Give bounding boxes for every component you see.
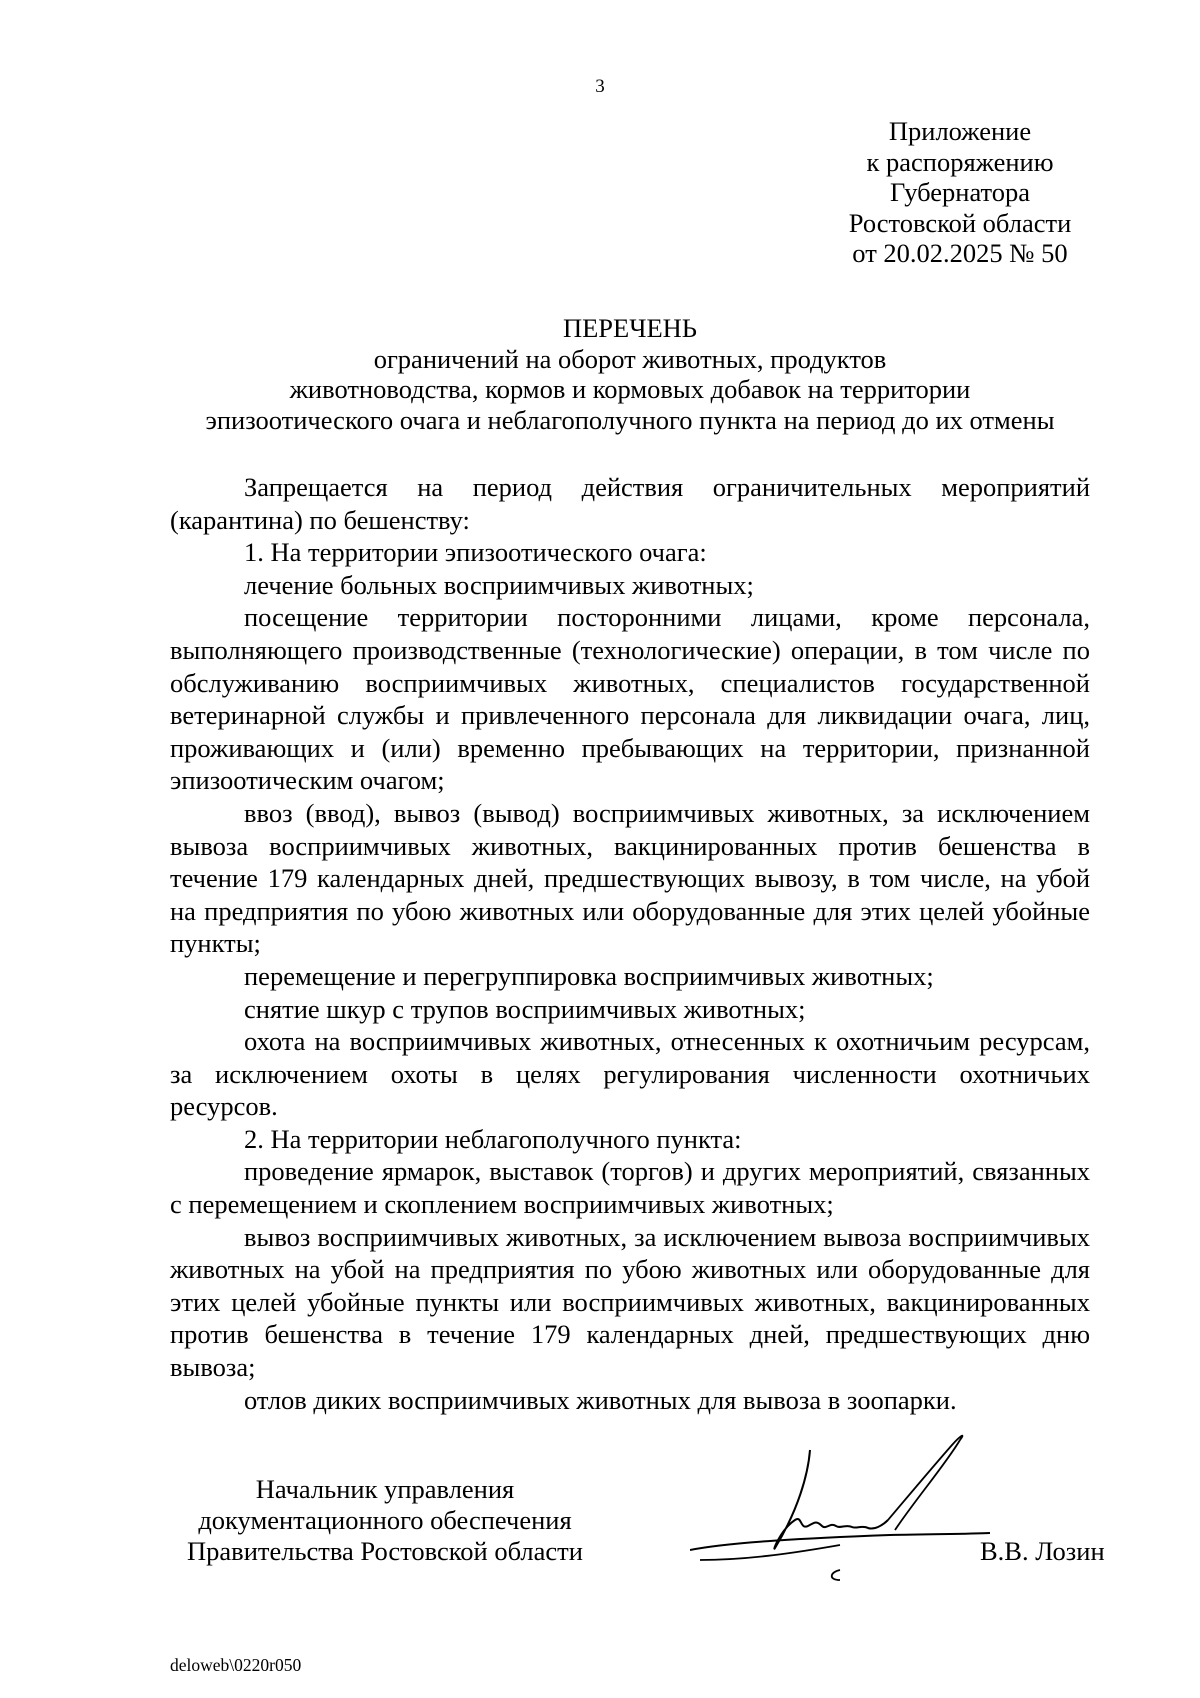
body-paragraph: лечение больных восприимчивых животных; <box>244 569 754 600</box>
body-paragraph: отлов диких восприимчивых животных для вывоза в зоопарки. <box>244 1384 957 1415</box>
appendix-line: Приложение <box>888 116 1032 146</box>
body-paragraph: посещение территории посторонними лицами, кроме персонала, выполняющего производственные (технологические) операции, в том числе по обслуживанию восприимчивых животных, специалистов государственной ветеринарной службы и привлеченного персонала для ликвидации очага, лиц, проживающих и (или) временно пребывающих на территории, признанной эпизоотическим очагом; <box>170 602 1090 796</box>
subtitle-line: ограничений на оборот животных, продуктов <box>373 343 887 374</box>
appendix-line: Губернатора <box>889 177 1031 207</box>
body-paragraph: перемещение и перегруппировка восприимчивых животных; <box>244 960 934 991</box>
document-heading <box>170 313 1090 435</box>
section-heading: 2. На территории неблагополучного пункта: <box>244 1123 742 1154</box>
subtitle-line: животноводства, кормов и кормовых добавок на территории <box>289 374 971 404</box>
document-title: ПЕРЕЧЕНЬ <box>562 313 697 343</box>
appendix-header <box>830 116 1090 269</box>
handwritten-signature <box>690 1430 1000 1610</box>
appendix-line: от 20.02.2025 № 50 <box>852 238 1068 268</box>
position-line: Правительства Ростовской области <box>187 1536 583 1566</box>
appendix-line: Ростовской области <box>848 207 1072 238</box>
section-heading: 1. На территории эпизоотического очага: <box>244 537 707 568</box>
signatory-position <box>160 1474 610 1567</box>
subtitle-line: эпизоотического очага и неблагополучного пункта на период до их отмены <box>205 404 1055 435</box>
body-paragraph: охота на восприимчивых животных, отнесенных к охотничьим ресурсам, за исключением охоты в целях регулирования численности охотничьих ресурсов. <box>170 1026 1090 1122</box>
document-reference: deloweb\0220r050 <box>170 1655 302 1675</box>
document-body <box>170 471 1090 1416</box>
document-subtitle <box>170 344 1090 436</box>
appendix-line: к распоряжению <box>866 146 1054 177</box>
body-paragraph: Запрещается на период действия ограничительных мероприятий (карантина) по бешенству: <box>170 472 1090 535</box>
signatory-name: В.В. Лозин <box>980 1536 1105 1566</box>
position-line: Начальник управления <box>255 1474 515 1504</box>
page-number: 3 <box>595 76 605 97</box>
body-paragraph: вывоз восприимчивых животных, за исключением вывоза восприимчивых животных на убой на предприятия по убою животных или оборудованные для этих целей убойные пункты или восприимчивых животных, вакцинированных против бешенства в течение 179 календарных дней, предшествующих дню вывоза; <box>170 1221 1090 1383</box>
body-paragraph: проведение ярмарок, выставок (торгов) и других мероприятий, связанных с перемещением и скоплением восприимчивых животных; <box>170 1156 1090 1220</box>
body-paragraph: снятие шкур с трупов восприимчивых животных; <box>244 993 806 1024</box>
body-paragraph: ввоз (ввод), вывоз (вывод) восприимчивых животных, за исключением вывоза восприимчивых животных, вакцинированных против бешенства в течение 179 календарных дней, предшествующих вывозу, в том числе, на убой на предприятия по убою животных или оборудованные для этих целей убойные пункты; <box>170 797 1090 959</box>
position-line: документационного обеспечения <box>198 1505 572 1535</box>
